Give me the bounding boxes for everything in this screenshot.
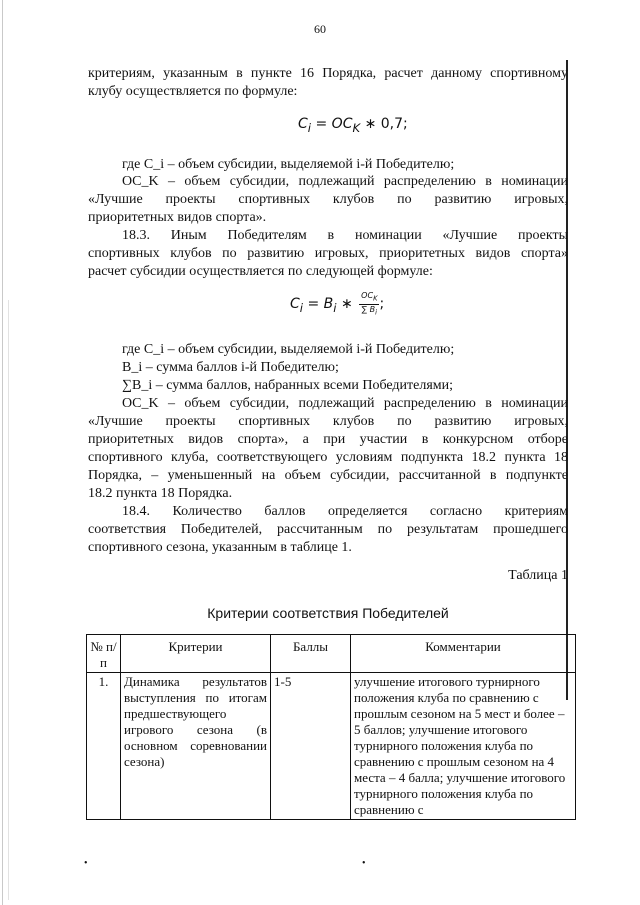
text-line: где C_i – объем субсидии, выделяемой i-й Победителю; [122,157,455,172]
text-line: спортивного клуба, соответствующего условиям подпункта 18.2 пункта 18 [88,450,568,465]
cell-comment: улучшение итогового турнирного положения клуба по сравнению с прошлым сезоном на 5 мест и более – 5 баллов; улучшение итогового турнирного положения клуба по сравнению с прошлым сезоном на 4 места – 4 балла; улучшение итогового турнирного положения клуба по сравнению с [351,673,576,820]
formula-eq: = [311,116,332,132]
text-line: 18.2 пункта 18 Порядка. [88,486,233,501]
text-line: расчет субсидии осуществляется по следующей формуле: [88,264,433,279]
formula-lhs: C [290,296,300,313]
numerator-text: OC [361,291,374,300]
text-line: приоритетных видов спорта». [88,210,267,225]
text-line: спортивных клубов по развитию игровых, приоритетных видов спорта» [88,246,568,261]
text-line: ∑B_i – сумма баллов, набранных всеми Победителями; [122,378,454,393]
denominator-text: ∑ B [361,304,376,314]
formula-rhs: OC [331,116,353,132]
table-header-row [87,635,576,673]
header-num: № п/п [87,635,121,673]
scan-dot: • [362,858,366,869]
formula-lhs: C [298,116,308,132]
formula-tail: ∗ 0,7; [360,116,408,132]
formula-lhs-sub: i [307,120,312,135]
fraction-denominator [359,305,379,318]
formula-2 [290,291,384,317]
scan-dot: • [84,858,88,869]
formula-1 [298,116,408,135]
formula-fraction [359,291,379,317]
text-line: B_i – сумма баллов i-й Победителю; [122,360,339,375]
text-line: приоритетных видов спорта», а при участии в конкурсном отборе [88,432,568,447]
formula-b-sub: i [333,300,337,315]
fraction-numerator [359,291,379,305]
denominator-sub: i [375,308,377,317]
text-line: клубу осуществляется по формуле: [88,84,298,99]
text-line: Порядка, – уменьшенный на объем субсидии, рассчитанной в подпункте [88,468,568,483]
text-line: критериям, указанным в пункте 16 Порядка, расчет данному спортивному [88,66,568,81]
numerator-sub: K [373,294,378,303]
table-title: Критерии соответствия Победителей [207,605,449,621]
scan-left-edge-faint [8,300,9,900]
formula-lhs-sub: i [299,300,304,315]
table-row [87,673,576,820]
header-criteria: Критерии [121,635,271,673]
scan-left-edge [2,0,3,905]
header-comment: Комментарии [351,635,576,673]
page-number: 60 [314,22,326,36]
text-line: OC_K – объем субсидии, подлежащий распределению в номинации [122,396,568,411]
text-line: 18.3. Иным Победителям в номинации «Лучшие проекты [122,228,568,243]
text-line: где C_i – объем субсидии, выделяемой i-й Победителю; [122,342,455,357]
text-line: спортивного сезона, указанным в таблице 1. [88,540,352,555]
criteria-table [86,634,576,820]
formula-mult: ∗ [336,296,358,313]
text-line: OC_K – объем субсидии, подлежащий распределению в номинации [122,174,568,189]
formula-tail: ; [379,296,385,313]
formula-rhs-sub: K [352,120,361,135]
formula-eq: = [303,296,324,313]
header-points: Баллы [271,635,351,673]
formula-b: B [323,296,334,313]
cell-num: 1. [87,673,121,820]
text-line: соответствия Победителей, рассчитанным по результатам прошедшего [88,522,568,537]
text-line: 18.4. Количество баллов определяется согласно критериям [122,504,568,519]
text-line: «Лучшие проекты спортивных клубов по развитию игровых, [88,192,568,207]
cell-criteria: Динамика результатов выступления по итогам предшествующего игрового сезона (в основном соревновании сезона) [121,673,271,820]
table-caption: Таблица 1 [508,568,568,583]
text-line: «Лучшие проекты спортивных клубов по развитию игровых, [88,414,568,429]
cell-points: 1-5 [271,673,351,820]
